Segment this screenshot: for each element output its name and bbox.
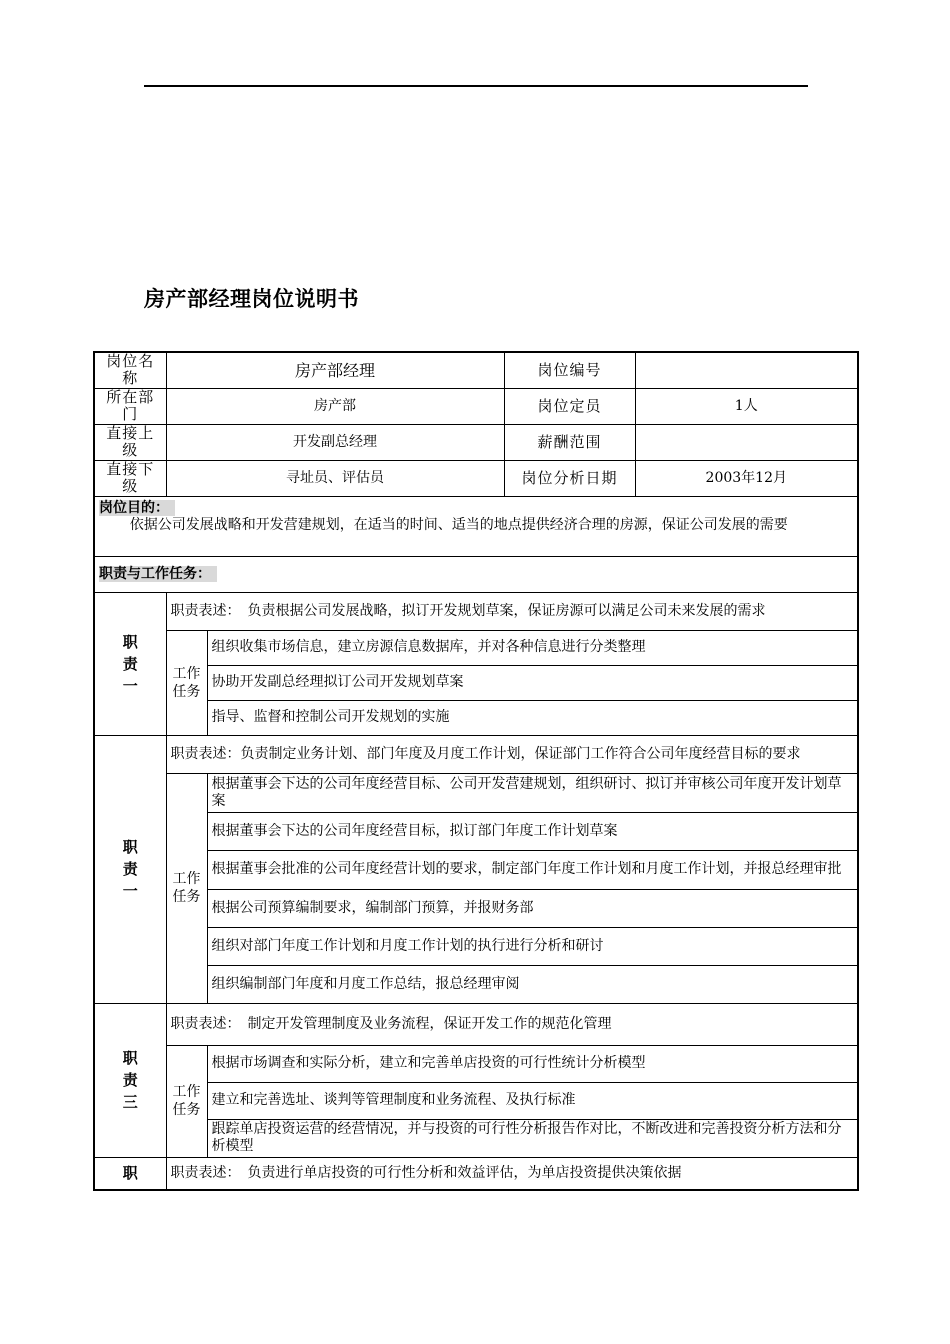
task-item: 组织编制部门年度和月度工作总结，报总经理审阅: [207, 965, 858, 1003]
duty-statement: 职责表述： 制定开发管理制度及业务流程，保证开发工作的规范化管理: [166, 1003, 858, 1045]
task-row: [94, 850, 858, 889]
info-row: [94, 352, 858, 388]
duty-statement: 职责表述： 负责根据公司发展战略，拟订开发规划草案，保证房源可以满足公司未来发展的需求: [166, 592, 858, 630]
task-label: 工作 任务: [166, 630, 207, 735]
task-item: 指导、监督和控制公司开发规划的实施: [207, 700, 858, 735]
task-row: [94, 630, 858, 665]
info-row: [94, 460, 858, 496]
field-label: 岗位名称: [94, 352, 166, 388]
task-row: [94, 812, 858, 850]
task-item: 根据董事会批准的公司年度经营计划的要求，制定部门年度工作计划和月度工作计划，并报总经理审批: [207, 850, 858, 889]
task-row: [94, 700, 858, 735]
task-row: [94, 665, 858, 700]
header-rule: [144, 85, 808, 87]
document-title: 房产部经理岗位说明书: [144, 287, 359, 311]
info-row: [94, 424, 858, 460]
field-value: 2003年12月: [635, 460, 858, 496]
field-label: 岗位分析日期: [504, 460, 635, 496]
task-row: [94, 965, 858, 1003]
task-item: 组织收集市场信息，建立房源信息数据库，并对各种信息进行分类整理: [207, 630, 858, 665]
purpose-heading: 岗位目的：: [99, 500, 175, 516]
field-label: 所在部门: [94, 388, 166, 424]
task-row: [94, 1082, 858, 1119]
field-value: [635, 352, 858, 388]
duty-label: 职 责 一: [94, 735, 166, 1003]
field-value: 房产部: [166, 388, 504, 424]
field-label: 直接上级: [94, 424, 166, 460]
task-item: 协助开发副总经理拟订公司开发规划草案: [207, 665, 858, 700]
field-label: 岗位定员: [504, 388, 635, 424]
field-label: 薪酬范围: [504, 424, 635, 460]
field-value: 寻址员、评估员: [166, 460, 504, 496]
field-value: 房产部经理: [166, 352, 504, 388]
task-item: 组织对部门年度工作计划和月度工作计划的执行进行分析和研讨: [207, 927, 858, 965]
duty-label: 职: [94, 1157, 166, 1190]
task-row: [94, 773, 858, 812]
info-row: [94, 388, 858, 424]
duty-statement: 职责表述： 负责进行单店投资的可行性分析和效益评估，为单店投资提供决策依据: [166, 1157, 858, 1190]
duty-statement-row: [94, 735, 858, 773]
duties-heading: 职责与工作任务：: [99, 566, 217, 582]
duty-statement-row: [94, 1003, 858, 1045]
field-label: 岗位编号: [504, 352, 635, 388]
field-label: 直接下级: [94, 460, 166, 496]
field-value: 1人: [635, 388, 858, 424]
task-row: [94, 889, 858, 927]
duty-statement: 职责表述：负责制定业务计划、部门年度及月度工作计划，保证部门工作符合公司年度经营目标的要求: [166, 735, 858, 773]
task-item: 根据公司预算编制要求，编制部门预算，并报财务部: [207, 889, 858, 927]
task-row: [94, 927, 858, 965]
duty-statement-row: [94, 592, 858, 630]
task-row: [94, 1045, 858, 1082]
duty-statement-row: [94, 1157, 858, 1190]
task-row: [94, 1119, 858, 1157]
task-label: 工作 任务: [166, 773, 207, 1003]
task-item: 根据市场调查和实际分析，建立和完善单店投资的可行性统计分析模型: [207, 1045, 858, 1082]
purpose-text: 依据公司发展战略和开发营建规划，在适当的时间、适当的地点提供经济合理的房源，保证公司发展的需要: [129, 516, 788, 533]
task-label: 工作 任务: [166, 1045, 207, 1157]
task-item: 根据董事会下达的公司年度经营目标，拟订部门年度工作计划草案: [207, 812, 858, 850]
task-item: 建立和完善选址、谈判等管理制度和业务流程、及执行标准: [207, 1082, 858, 1119]
duty-label: 职 责 三: [94, 1003, 166, 1157]
purpose-row: [94, 496, 858, 556]
duties-heading-row: [94, 556, 858, 592]
field-value: [635, 424, 858, 460]
job-description-table: [93, 351, 859, 1191]
duty-label: 职 责 一: [94, 592, 166, 735]
task-item: 跟踪单店投资运营的经营情况，并与投资的可行性分析报告作对比，不断改进和完善投资分析方法和分析模型: [207, 1119, 858, 1157]
task-item: 根据董事会下达的公司年度经营目标、公司开发营建规划，组织研讨、拟订并审核公司年度开发计划草案: [207, 773, 858, 812]
field-value: 开发副总经理: [166, 424, 504, 460]
